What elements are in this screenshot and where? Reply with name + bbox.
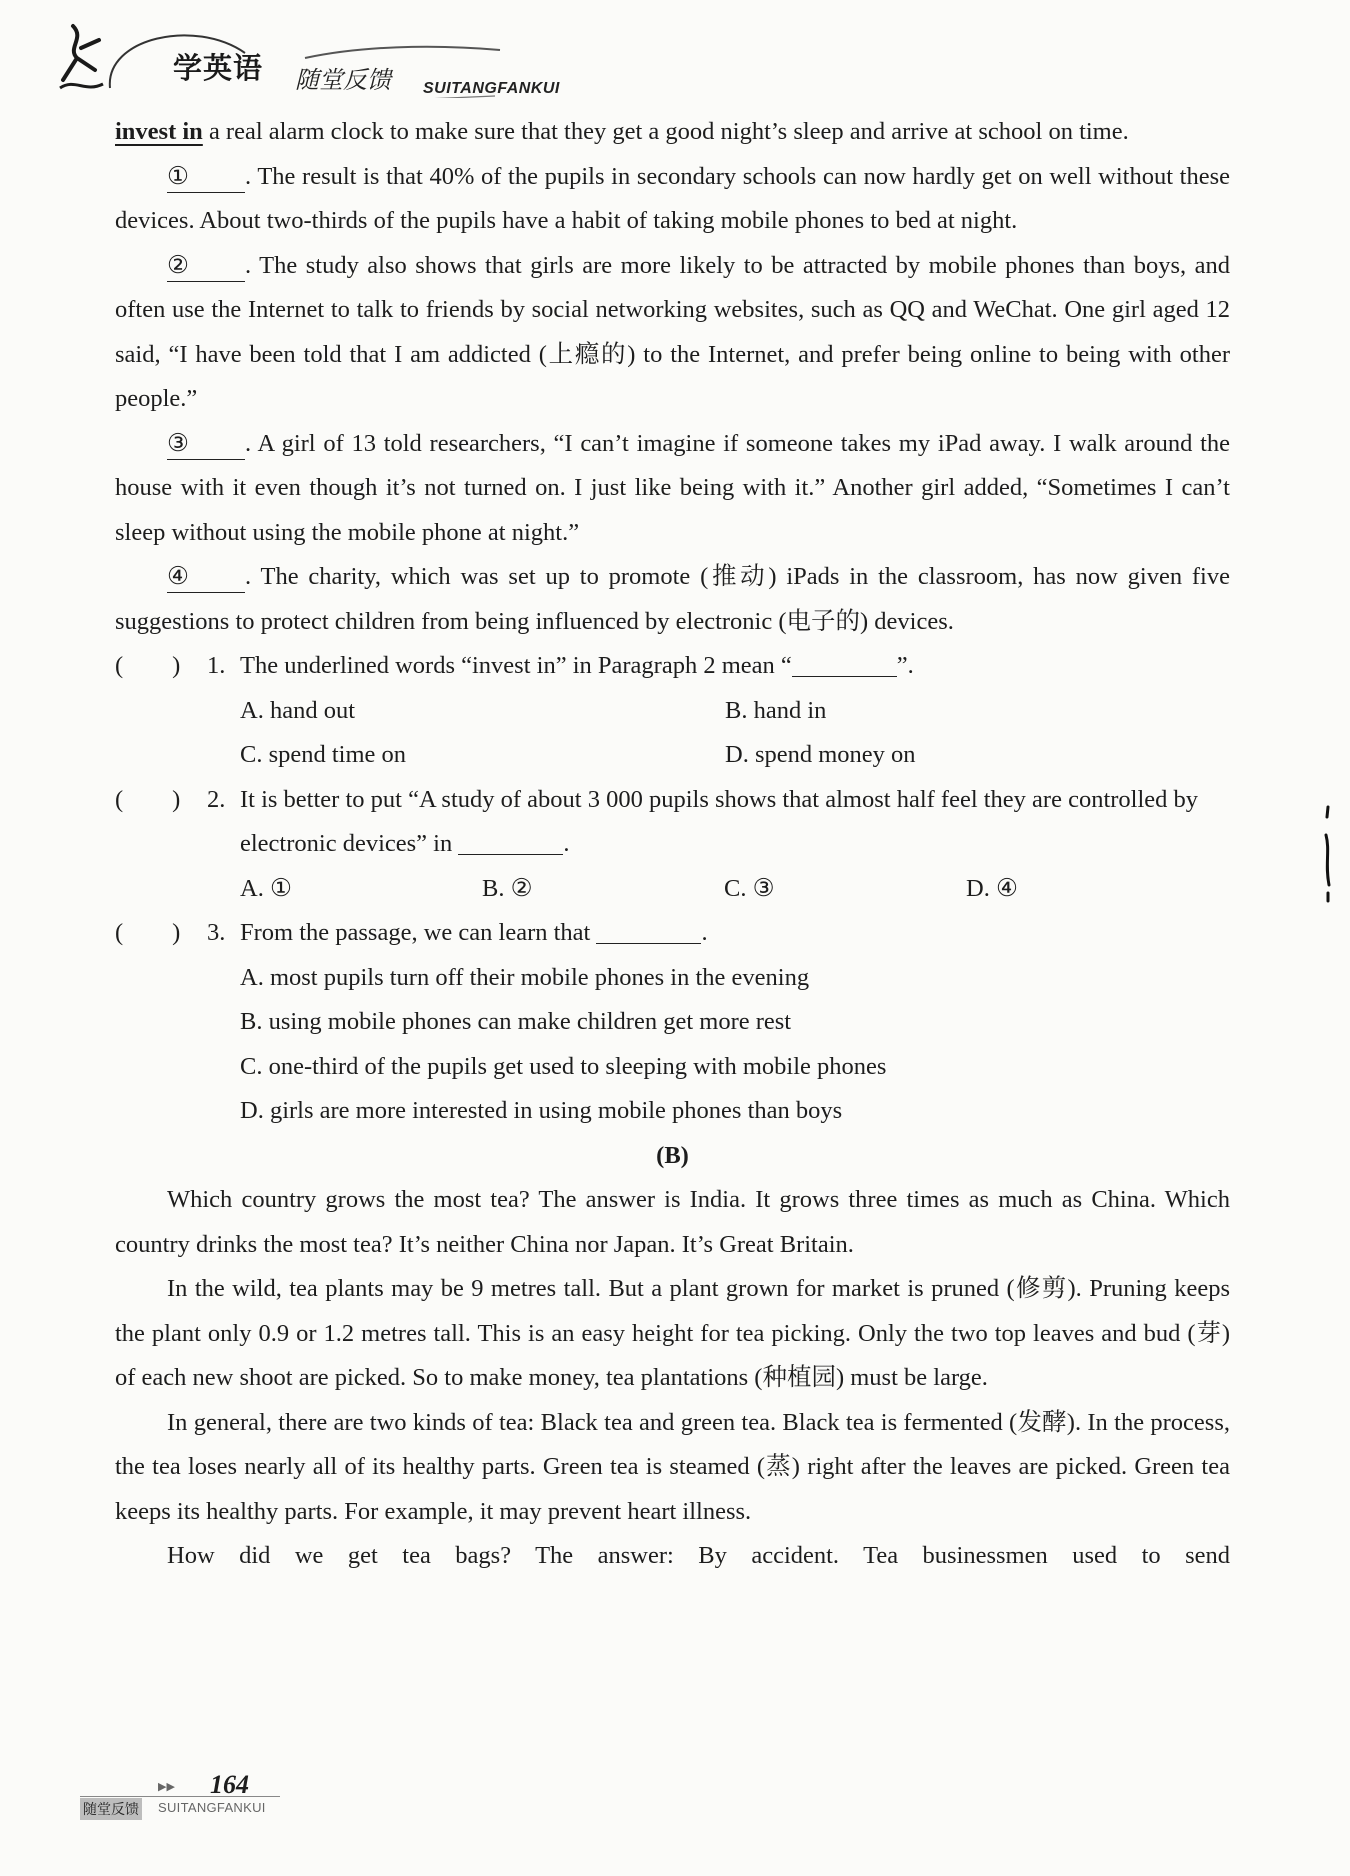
option-c[interactable]: C. spend time on [240, 741, 407, 768]
brand-title: 学英语 [173, 51, 264, 85]
option-d[interactable]: D. girls are more interested in using mobile phones than boys [240, 1097, 843, 1124]
answer-blank[interactable] [792, 646, 897, 677]
footer-pinyin: SUITANGFANKUI [158, 1800, 266, 1815]
blank-4: ④ [167, 562, 245, 593]
blank-1: ① [167, 162, 245, 193]
brand-pinyin: SUITANGFANKUI [423, 80, 560, 97]
passage-a-paragraph-5: ④ . The charity, which was set up to promote (推动) iPads in the classroom, has now given five suggestions to protect children from being influenced by electronic (电子的) devices. [115, 563, 1230, 635]
section-b-title: (B) [656, 1141, 689, 1169]
underlined-phrase: invest in [115, 118, 203, 145]
answer-parentheses[interactable]: ( ) [115, 919, 181, 946]
answer-parentheses[interactable]: ( ) [115, 652, 181, 679]
passage-b-paragraph-3: In general, there are two kinds of tea: Black tea and green tea. Black tea is fermented (发酵). In the process, the tea loses nearly all of its healthy parts. Green tea is steamed (蒸) right after the leaves are picked. Green tea keeps its healthy parts. For example, it may prevent heart illness. [115, 1408, 1230, 1525]
question-3-options [115, 956, 1230, 1134]
option-b[interactable]: B. hand in [725, 696, 827, 724]
footer-divider [80, 1796, 280, 1797]
question-number: 3. [207, 919, 226, 946]
option-b[interactable]: B. using mobile phones can make children get more rest [240, 1008, 792, 1035]
option-b[interactable]: B. ② [482, 874, 533, 902]
passage-a-paragraph-3: ② . The study also shows that girls are more likely to be attracted by mobile phones than boys, and often use the Internet to talk to friends by social networking websites, such as QQ and WeChat. One girl aged 12 said, “I have been told that I am addicted (上瘾的) to the Internet, and prefer being online to being with other people.” [115, 251, 1230, 412]
answer-parentheses[interactable]: ( ) [115, 785, 181, 813]
question-2-options [115, 867, 1230, 912]
footer-arrows-icon: ▶▶ [158, 1781, 175, 1793]
brand-subtitle: 随堂反馈 [295, 66, 391, 94]
page-content [115, 110, 1230, 1579]
answer-blank[interactable] [458, 824, 563, 855]
passage-a-paragraph-2: ① . The result is that 40% of the pupils in secondary schools can now hardly get on well without these devices. About two-thirds of the pupils have a habit of taking mobile phones to bed at night. [115, 162, 1230, 234]
option-c[interactable]: C. ③ [724, 874, 775, 902]
question-1: ( ) 1. The underlined words “invest in” in Paragraph 2 mean “ ”. [115, 644, 1230, 689]
passage-a-paragraph-4: ③ . A girl of 13 told researchers, “I can’t imagine if someone takes my iPad away. I walk around the house with it even though it’s not turned on. I just like being with it.” Another girl added, “Sometimes I can’t sleep without using the mobile phone at night.” [115, 429, 1230, 546]
option-a[interactable]: A. ① [240, 874, 292, 902]
option-a[interactable]: A. most pupils turn off their mobile phones in the evening [240, 963, 810, 991]
answer-blank[interactable] [596, 913, 701, 944]
footer-label: 随堂反馈 [80, 1798, 142, 1820]
margin-mark-icon [1322, 805, 1334, 905]
page-number: 164 [210, 1770, 249, 1799]
passage-b-paragraph-1: Which country grows the most tea? The answer is India. It grows three times as much as China. Which country drinks the most tea? It’s neither China nor Japan. It’s Great Britain. [115, 1186, 1230, 1258]
question-number: 1. [207, 652, 226, 679]
option-d[interactable]: D. spend money on [725, 741, 916, 768]
question-3: ( ) 3. From the passage, we can learn that . [115, 911, 1230, 956]
option-c[interactable]: C. one-third of the pupils get used to sleeping with mobile phones [240, 1052, 887, 1080]
option-a[interactable]: A. hand out [240, 696, 355, 724]
question-2: ( ) 2. It is better to put “A study of about 3 000 pupils shows that almost half feel they are controlled by electronic devices” in . [115, 778, 1230, 867]
question-1-options [115, 689, 1230, 778]
passage-a-paragraph-1: invest in a real alarm clock to make sure that they get a good night’s sleep and arrive at school on time. [115, 118, 1129, 145]
page-header [55, 18, 560, 98]
option-d[interactable]: D. ④ [966, 874, 1018, 902]
passage-b-paragraph-2: In the wild, tea plants may be 9 metres tall. But a plant grown for market is pruned (修剪). Pruning keeps the plant only 0.9 or 1.2 metres tall. This is an easy height for tea picking. Only the two top leaves and bud (芽) of each new shoot are picked. So to make money, tea plantations (种植园) must be large. [115, 1275, 1230, 1391]
blank-2: ② [167, 251, 245, 282]
blank-3: ③ [167, 429, 245, 460]
question-number: 2. [207, 785, 226, 813]
passage-b-paragraph-4: How did we get tea bags? The answer: By accident. Tea businessmen used to send [167, 1542, 1230, 1569]
